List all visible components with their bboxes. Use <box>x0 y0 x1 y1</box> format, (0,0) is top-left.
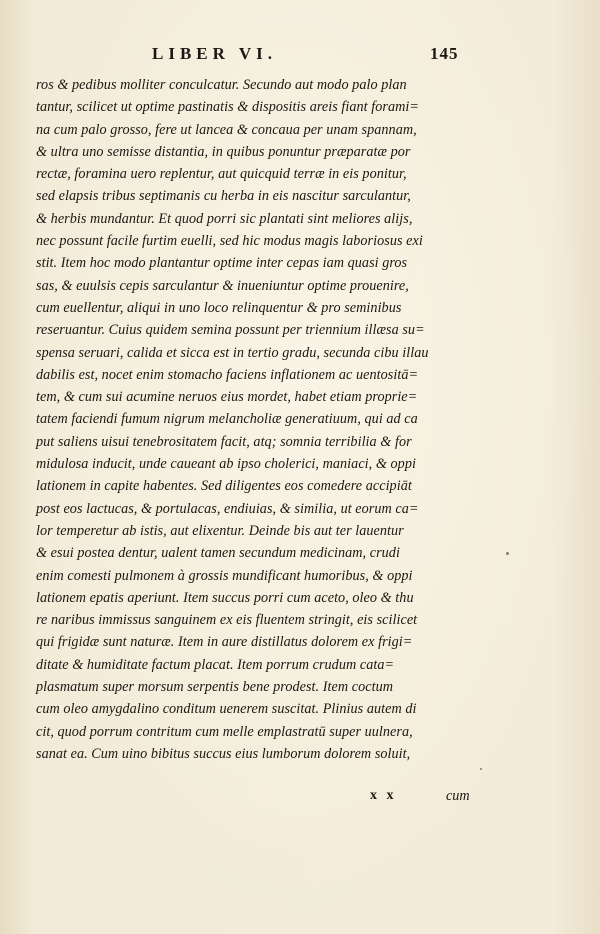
text-line: post eos lactucas, & portulacas, endiuias, & similia, ut eorum ca= <box>36 500 419 517</box>
text-line: tatem faciendi fumum nigrum melancholiæ generatiuum, qui ad ca <box>36 411 418 428</box>
text-line: cit, quod porrum contritum cum melle emplastratū super uulnera, <box>36 723 413 740</box>
text-line: stit. Item hoc modo plantantur optime inter cepas iam quasi gros <box>36 255 408 272</box>
text-line: & ultra uno semisse distantia, in quibus ponuntur præparatæ por <box>36 143 411 160</box>
text-line: dabilis est, nocet enim stomacho faciens inflationem ac uentositā= <box>36 366 419 383</box>
text-line: sas, & euulsis cepis sarculantur & inueniuntur optime prouenire, <box>36 277 409 294</box>
page-number: 145 <box>430 44 459 63</box>
text-line: & herbis mundantur. Et quod porri sic plantati sint meliores alijs, <box>36 210 413 227</box>
text-line: lationem in capite habentes. Sed diligentes eos comedere accipiāt <box>36 478 412 495</box>
ink-speck <box>480 768 482 770</box>
text-line: sanat ea. Cum uino bibitus succus eius lumborum dolorem soluit, <box>36 745 411 762</box>
text-line: put saliens uisui tenebrositatem facit, atq; somnia terribilia & for <box>36 433 412 450</box>
text-line: cum euellentur, aliqui in uno loco relinquentur & pro seminibus <box>36 299 402 316</box>
text-line: ditate & humiditate factum placat. Item porrum crudum cata= <box>36 656 395 673</box>
text-line: qui frigidæ sunt naturæ. Item in aure distillatus dolorem ex frigi= <box>36 634 413 651</box>
text-line: spensa seruari, calida et sicca est in tertio gradu, secunda cibu illau <box>36 344 429 361</box>
running-head: LIBER VI. <box>152 44 277 63</box>
text-line: midulosa inducit, unde caueant ab ipso cholerici, maniaci, & oppi <box>36 456 416 473</box>
text-line: lationem epatis aperiunt. Item succus porri cum aceto, oleo & thu <box>36 589 414 606</box>
body-text <box>36 74 476 765</box>
text-line: lor temperetur ab istis, aut elixentur. Deinde bis aut ter lauentur <box>36 522 404 539</box>
signature-mark: x x <box>370 788 397 803</box>
text-line: tem, & cum sui acumine neruos eius mordet, habet etiam proprie= <box>36 389 418 406</box>
text-line: & esui postea dentur, ualent tamen secundum medicinam, crudi <box>36 545 400 562</box>
page-header <box>0 42 600 72</box>
text-line: reseruantur. Cuius quidem semina possunt per triennium illæsa su= <box>36 322 425 339</box>
text-line: na cum palo grosso, fere ut lancea & concaua per unam spannam, <box>36 121 417 138</box>
text-line: tantur, scilicet ut optime pastinatis & dispositis areis fiant forami= <box>36 99 420 116</box>
text-line: enim comesti pulmonem à grossis mundificant humoribus, & oppi <box>36 567 413 584</box>
ink-speck <box>506 552 509 555</box>
text-line: sed elapsis tribus septimanis cu herba in eis nascitur sarculantur, <box>36 188 411 205</box>
text-line: ros & pedibus molliter conculcatur. Secundo aut modo palo plan <box>36 77 407 93</box>
text-line: rectæ, foramina uero replentur, aut quicquid terræ in eis ponitur, <box>36 166 407 183</box>
text-line: plasmatum super morsum serpentis bene prodest. Item coctum <box>36 679 394 696</box>
text-line: nec possunt facile furtim euelli, sed hic modus magis laboriosus exi <box>36 233 423 250</box>
text-line: re naribus immissus sanguinem ex eis fluentem stringit, eis scilicet <box>36 612 418 629</box>
text-line: cum oleo amygdalino conditum uenerem suscitat. Plinius autem di <box>36 701 417 718</box>
page-footer <box>0 788 600 812</box>
catchword: cum <box>446 788 470 804</box>
